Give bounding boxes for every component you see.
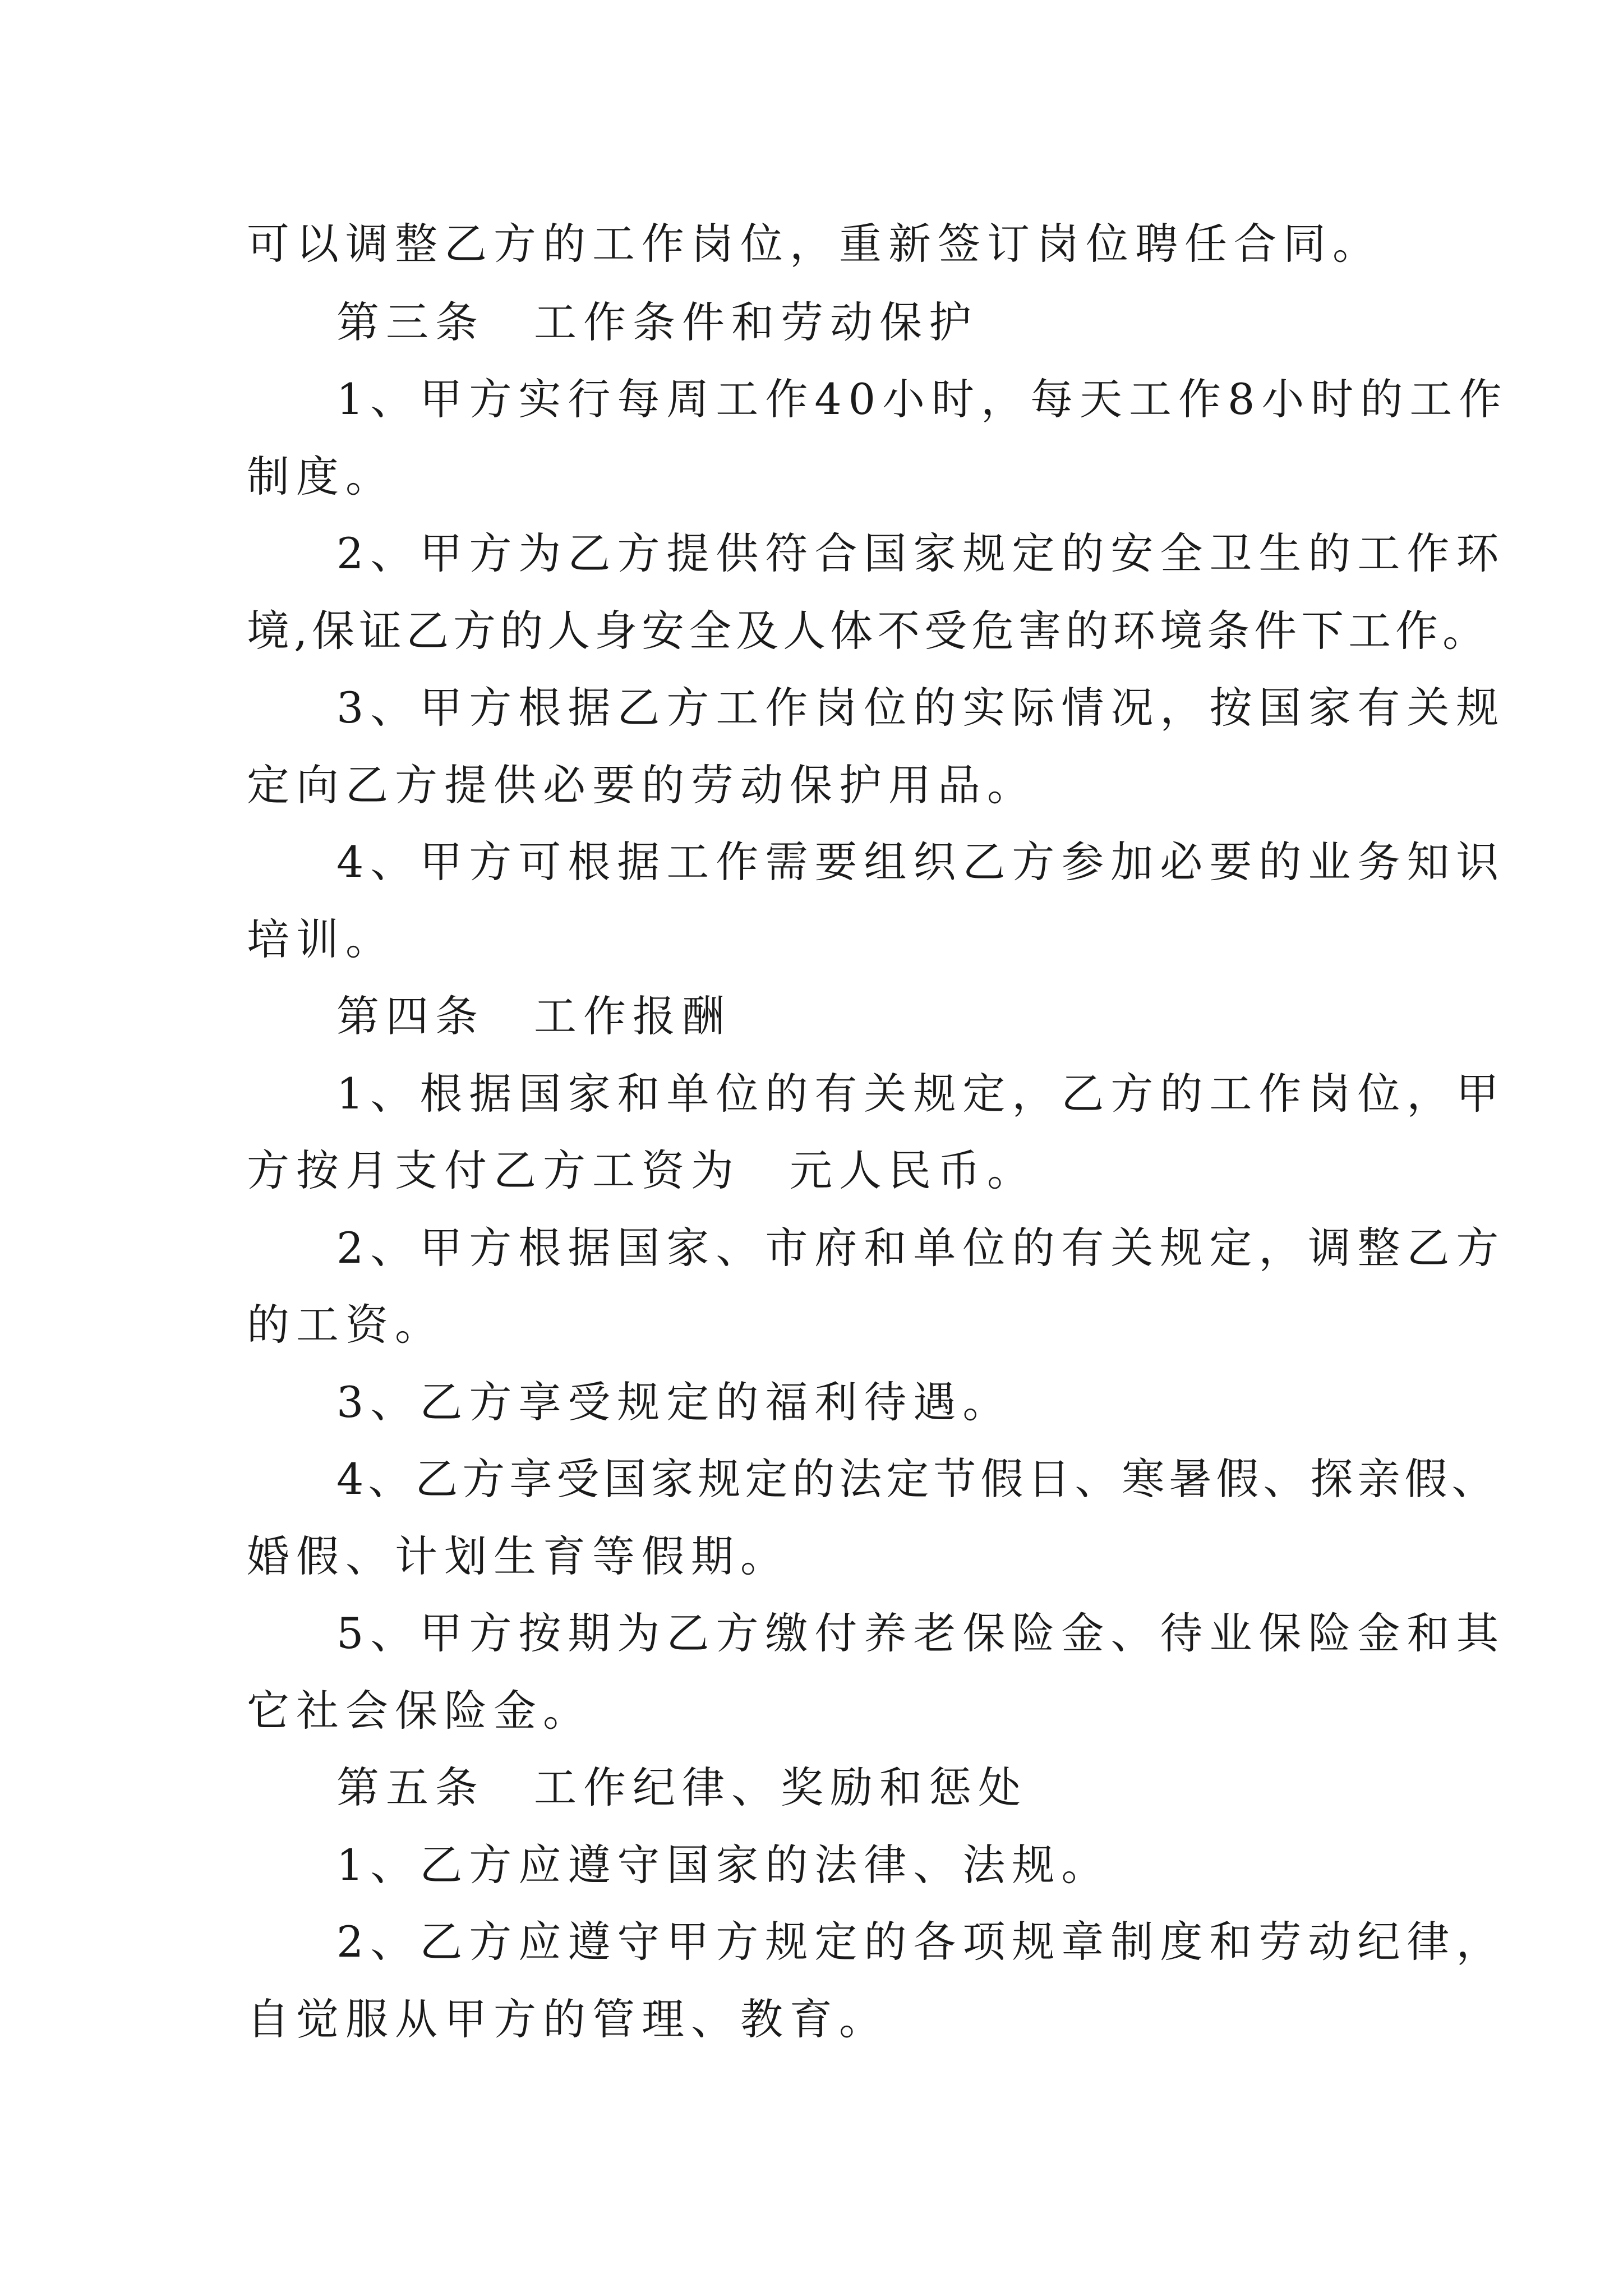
section-heading: 第三条 工作条件和劳动保护 <box>336 297 978 347</box>
text-line: 婚假、计划生育等假期。 <box>247 1531 790 1581</box>
text-line: 可以调整乙方的工作岗位，重新签订岗位聘任合同。 <box>247 219 1382 269</box>
text-line: 3、甲方根据乙方工作岗位的实际情况，按国家有关规 <box>336 683 1506 733</box>
text-line: 它社会保险金。 <box>247 1686 592 1736</box>
text-line: 1、根据国家和单位的有关规定，乙方的工作岗位，甲 <box>336 1069 1506 1119</box>
text-line: 5、甲方按期为乙方缴付养老保险金、待业保险金和其 <box>336 1608 1506 1658</box>
text-line: 1、甲方实行每周工作40小时，每天工作8小时的工作 <box>336 374 1509 424</box>
text-line: 2、甲方根据国家、市府和单位的有关规定，调整乙方 <box>336 1223 1506 1273</box>
text-line: 3、乙方享受规定的福利待遇。 <box>336 1377 1012 1427</box>
text-line: 2、甲方为乙方提供符合国家规定的安全卫生的工作环 <box>336 528 1506 578</box>
text-line: 1、乙方应遵守国家的法律、法规。 <box>336 1840 1111 1890</box>
text-line: 2、乙方应遵守甲方规定的各项规章制度和劳动纪律， <box>336 1917 1506 1967</box>
text-line: 培训。 <box>247 914 395 964</box>
text-line: 4、甲方可根据工作需要组织乙方参加必要的业务知识 <box>336 837 1506 887</box>
text-line: 制度。 <box>247 452 395 501</box>
text-line: 4、乙方享受国家规定的法定节假日、寒暑假、探亲假、 <box>336 1454 1499 1504</box>
text-line: 境,保证乙方的人身安全及人体不受危害的环境条件下工作。 <box>247 606 1490 656</box>
section-heading: 第五条 工作纪律、奖励和惩处 <box>336 1763 1027 1812</box>
section-heading: 第四条 工作报酬 <box>336 991 731 1041</box>
text-line: 定向乙方提供必要的劳动保护用品。 <box>247 760 1036 810</box>
text-line: 的工资。 <box>247 1300 444 1350</box>
text-line: 自觉服从甲方的管理、教育。 <box>247 1994 888 2044</box>
text-line: 方按月支付乙方工资为 元人民币。 <box>247 1145 1036 1195</box>
